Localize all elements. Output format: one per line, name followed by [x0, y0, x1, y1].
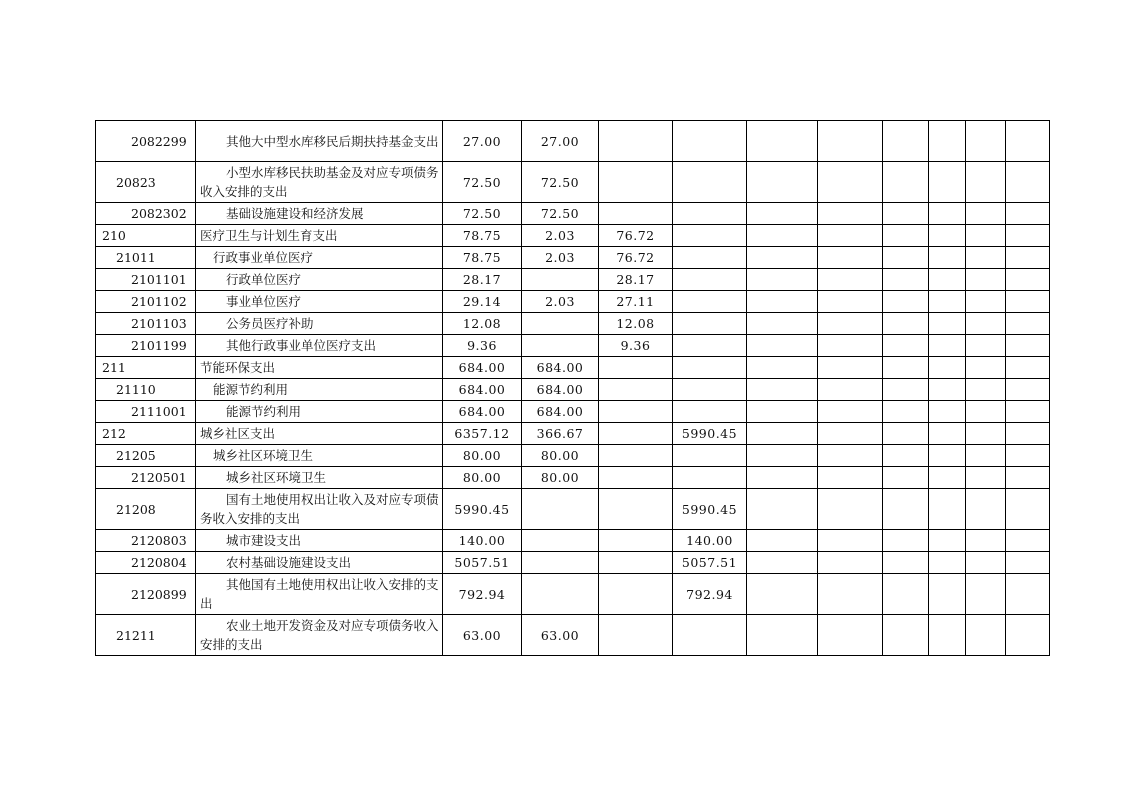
amount-cell — [1006, 121, 1050, 162]
amount-cell: 6357.12 — [443, 423, 522, 445]
amount-cell — [818, 335, 883, 357]
amount-cell — [1006, 530, 1050, 552]
amount-cell — [929, 162, 966, 203]
amount-cell — [599, 401, 673, 423]
amount-cell — [966, 121, 1006, 162]
amount-cell — [818, 615, 883, 656]
subject-code-cell: 21211 — [96, 615, 196, 656]
subject-code-cell: 212 — [96, 423, 196, 445]
amount-cell — [673, 162, 747, 203]
amount-cell: 2.03 — [522, 291, 599, 313]
amount-cell — [883, 121, 929, 162]
amount-cell: 366.67 — [522, 423, 599, 445]
amount-cell — [1006, 574, 1050, 615]
amount-cell: 5990.45 — [673, 423, 747, 445]
amount-cell — [929, 269, 966, 291]
amount-cell — [1006, 335, 1050, 357]
amount-cell — [966, 445, 1006, 467]
amount-cell — [747, 291, 818, 313]
amount-cell — [599, 615, 673, 656]
table-row — [96, 121, 1050, 162]
amount-cell — [599, 552, 673, 574]
amount-cell — [747, 247, 818, 269]
subject-code-cell: 210 — [96, 225, 196, 247]
amount-cell: 2.03 — [522, 247, 599, 269]
amount-cell: 5057.51 — [673, 552, 747, 574]
amount-cell: 76.72 — [599, 225, 673, 247]
subject-code-cell: 2120803 — [96, 530, 196, 552]
amount-cell — [929, 423, 966, 445]
amount-cell — [1006, 552, 1050, 574]
amount-cell: 12.08 — [443, 313, 522, 335]
subject-code-cell: 2101103 — [96, 313, 196, 335]
amount-cell: 80.00 — [522, 467, 599, 489]
amount-cell — [818, 530, 883, 552]
amount-cell — [747, 467, 818, 489]
table-row — [96, 423, 1050, 445]
amount-cell: 72.50 — [443, 162, 522, 203]
amount-cell — [673, 291, 747, 313]
amount-cell — [673, 467, 747, 489]
amount-cell — [929, 552, 966, 574]
amount-cell: 5057.51 — [443, 552, 522, 574]
amount-cell — [883, 162, 929, 203]
amount-cell — [883, 552, 929, 574]
amount-cell — [1006, 357, 1050, 379]
amount-cell — [929, 247, 966, 269]
amount-cell — [673, 203, 747, 225]
subject-name-cell: 城乡社区环境卫生 — [196, 445, 443, 467]
amount-cell — [883, 423, 929, 445]
subject-name-cell: 其他行政事业单位医疗支出 — [196, 335, 443, 357]
amount-cell: 27.11 — [599, 291, 673, 313]
amount-cell — [522, 335, 599, 357]
amount-cell — [966, 615, 1006, 656]
table-body — [96, 121, 1050, 656]
amount-cell — [966, 247, 1006, 269]
subject-code-cell: 21011 — [96, 247, 196, 269]
amount-cell — [883, 247, 929, 269]
amount-cell: 76.72 — [599, 247, 673, 269]
subject-name-cell: 能源节约利用 — [196, 379, 443, 401]
amount-cell — [929, 291, 966, 313]
subject-code-cell: 2082302 — [96, 203, 196, 225]
subject-name-cell: 国有土地使用权出让收入及对应专项债务收入安排的支出 — [196, 489, 443, 530]
amount-cell: 140.00 — [673, 530, 747, 552]
amount-cell — [818, 357, 883, 379]
subject-name-cell: 基础设施建设和经济发展 — [196, 203, 443, 225]
subject-name-cell: 事业单位医疗 — [196, 291, 443, 313]
table-row — [96, 615, 1050, 656]
amount-cell — [599, 357, 673, 379]
amount-cell — [1006, 291, 1050, 313]
amount-cell — [1006, 162, 1050, 203]
amount-cell — [883, 530, 929, 552]
table-row — [96, 162, 1050, 203]
amount-cell — [966, 552, 1006, 574]
amount-cell: 792.94 — [673, 574, 747, 615]
subject-name-cell: 其他大中型水库移民后期扶持基金支出 — [196, 121, 443, 162]
amount-cell — [966, 423, 1006, 445]
amount-cell — [966, 401, 1006, 423]
amount-cell — [818, 489, 883, 530]
amount-cell — [883, 291, 929, 313]
amount-cell — [929, 401, 966, 423]
amount-cell: 72.50 — [522, 162, 599, 203]
subject-name-cell: 小型水库移民扶助基金及对应专项债务收入安排的支出 — [196, 162, 443, 203]
amount-cell: 63.00 — [443, 615, 522, 656]
amount-cell: 78.75 — [443, 247, 522, 269]
amount-cell: 78.75 — [443, 225, 522, 247]
amount-cell — [673, 313, 747, 335]
amount-cell: 63.00 — [522, 615, 599, 656]
amount-cell: 140.00 — [443, 530, 522, 552]
subject-name-cell: 行政单位医疗 — [196, 269, 443, 291]
amount-cell — [818, 552, 883, 574]
subject-code-cell: 211 — [96, 357, 196, 379]
amount-cell — [1006, 615, 1050, 656]
amount-cell: 684.00 — [443, 401, 522, 423]
subject-code-cell: 2082299 — [96, 121, 196, 162]
subject-name-cell: 农村基础设施建设支出 — [196, 552, 443, 574]
amount-cell — [673, 357, 747, 379]
amount-cell: 684.00 — [522, 357, 599, 379]
amount-cell — [966, 489, 1006, 530]
subject-name-cell: 城乡社区环境卫生 — [196, 467, 443, 489]
table-row — [96, 530, 1050, 552]
amount-cell — [883, 203, 929, 225]
amount-cell — [929, 357, 966, 379]
subject-name-cell: 其他国有土地使用权出让收入安排的支出 — [196, 574, 443, 615]
amount-cell — [929, 225, 966, 247]
table-row — [96, 467, 1050, 489]
amount-cell — [522, 574, 599, 615]
subject-code-cell: 2101102 — [96, 291, 196, 313]
table-row — [96, 269, 1050, 291]
amount-cell — [673, 269, 747, 291]
amount-cell — [747, 552, 818, 574]
amount-cell — [929, 574, 966, 615]
amount-cell — [1006, 247, 1050, 269]
amount-cell: 792.94 — [443, 574, 522, 615]
amount-cell — [883, 467, 929, 489]
amount-cell — [883, 615, 929, 656]
amount-cell — [929, 121, 966, 162]
amount-cell — [883, 335, 929, 357]
amount-cell — [1006, 489, 1050, 530]
amount-cell: 29.14 — [443, 291, 522, 313]
amount-cell — [929, 489, 966, 530]
amount-cell — [818, 313, 883, 335]
amount-cell: 80.00 — [522, 445, 599, 467]
amount-cell — [818, 269, 883, 291]
amount-cell — [883, 269, 929, 291]
table-row — [96, 203, 1050, 225]
amount-cell — [522, 269, 599, 291]
amount-cell — [747, 335, 818, 357]
amount-cell — [599, 574, 673, 615]
amount-cell — [966, 291, 1006, 313]
subject-name-cell: 能源节约利用 — [196, 401, 443, 423]
amount-cell — [599, 423, 673, 445]
amount-cell — [599, 121, 673, 162]
table-row — [96, 379, 1050, 401]
amount-cell: 80.00 — [443, 445, 522, 467]
amount-cell — [883, 379, 929, 401]
amount-cell — [599, 162, 673, 203]
table-row — [96, 552, 1050, 574]
amount-cell: 684.00 — [443, 357, 522, 379]
subject-code-cell: 21205 — [96, 445, 196, 467]
subject-code-cell: 2101199 — [96, 335, 196, 357]
amount-cell — [818, 121, 883, 162]
budget-expenditure-table — [95, 120, 1050, 656]
amount-cell — [966, 467, 1006, 489]
table-row — [96, 489, 1050, 530]
amount-cell — [1006, 313, 1050, 335]
amount-cell — [818, 379, 883, 401]
amount-cell: 684.00 — [522, 401, 599, 423]
amount-cell — [883, 574, 929, 615]
amount-cell — [747, 574, 818, 615]
amount-cell — [599, 379, 673, 401]
amount-cell — [929, 335, 966, 357]
amount-cell: 72.50 — [522, 203, 599, 225]
subject-name-cell: 公务员医疗补助 — [196, 313, 443, 335]
amount-cell — [818, 401, 883, 423]
amount-cell — [747, 162, 818, 203]
amount-cell — [966, 574, 1006, 615]
amount-cell — [599, 445, 673, 467]
amount-cell — [747, 313, 818, 335]
table-row — [96, 401, 1050, 423]
subject-name-cell: 农业土地开发资金及对应专项债务收入安排的支出 — [196, 615, 443, 656]
amount-cell — [818, 423, 883, 445]
amount-cell — [1006, 269, 1050, 291]
amount-cell — [818, 203, 883, 225]
amount-cell: 80.00 — [443, 467, 522, 489]
amount-cell — [673, 335, 747, 357]
amount-cell — [522, 552, 599, 574]
amount-cell: 72.50 — [443, 203, 522, 225]
amount-cell — [673, 121, 747, 162]
subject-name-cell: 城乡社区支出 — [196, 423, 443, 445]
amount-cell — [929, 203, 966, 225]
amount-cell — [929, 445, 966, 467]
amount-cell — [883, 225, 929, 247]
amount-cell — [747, 357, 818, 379]
amount-cell — [883, 313, 929, 335]
table-row — [96, 445, 1050, 467]
amount-cell — [747, 379, 818, 401]
amount-cell — [1006, 445, 1050, 467]
amount-cell — [929, 530, 966, 552]
amount-cell — [818, 225, 883, 247]
subject-code-cell: 21110 — [96, 379, 196, 401]
amount-cell: 2.03 — [522, 225, 599, 247]
amount-cell — [673, 247, 747, 269]
amount-cell — [966, 313, 1006, 335]
amount-cell — [966, 269, 1006, 291]
subject-code-cell: 20823 — [96, 162, 196, 203]
amount-cell — [673, 445, 747, 467]
subject-name-cell: 医疗卫生与计划生育支出 — [196, 225, 443, 247]
amount-cell — [747, 423, 818, 445]
amount-cell — [818, 162, 883, 203]
amount-cell — [747, 269, 818, 291]
amount-cell — [1006, 467, 1050, 489]
amount-cell: 28.17 — [599, 269, 673, 291]
table-row — [96, 291, 1050, 313]
subject-name-cell: 行政事业单位医疗 — [196, 247, 443, 269]
amount-cell — [747, 121, 818, 162]
amount-cell — [883, 357, 929, 379]
amount-cell — [747, 445, 818, 467]
amount-cell: 9.36 — [599, 335, 673, 357]
amount-cell — [966, 335, 1006, 357]
amount-cell: 27.00 — [522, 121, 599, 162]
amount-cell — [966, 203, 1006, 225]
amount-cell — [818, 445, 883, 467]
amount-cell: 5990.45 — [673, 489, 747, 530]
amount-cell — [1006, 203, 1050, 225]
amount-cell — [929, 467, 966, 489]
amount-cell — [929, 313, 966, 335]
amount-cell — [1006, 423, 1050, 445]
amount-cell — [929, 615, 966, 656]
amount-cell — [1006, 225, 1050, 247]
table-row — [96, 335, 1050, 357]
amount-cell — [673, 615, 747, 656]
amount-cell: 684.00 — [443, 379, 522, 401]
amount-cell — [966, 162, 1006, 203]
amount-cell: 12.08 — [599, 313, 673, 335]
amount-cell — [599, 489, 673, 530]
table-row — [96, 247, 1050, 269]
amount-cell: 28.17 — [443, 269, 522, 291]
table-row — [96, 574, 1050, 615]
subject-code-cell: 2111001 — [96, 401, 196, 423]
amount-cell — [522, 313, 599, 335]
amount-cell: 9.36 — [443, 335, 522, 357]
amount-cell — [929, 379, 966, 401]
table-row — [96, 357, 1050, 379]
amount-cell — [966, 379, 1006, 401]
amount-cell — [747, 401, 818, 423]
amount-cell — [599, 203, 673, 225]
amount-cell — [747, 489, 818, 530]
amount-cell — [747, 225, 818, 247]
amount-cell — [673, 225, 747, 247]
subject-code-cell: 2120899 — [96, 574, 196, 615]
table-row — [96, 313, 1050, 335]
amount-cell — [599, 530, 673, 552]
table-row — [96, 225, 1050, 247]
amount-cell — [747, 615, 818, 656]
subject-name-cell: 城市建设支出 — [196, 530, 443, 552]
amount-cell — [818, 467, 883, 489]
subject-code-cell: 21208 — [96, 489, 196, 530]
amount-cell — [818, 574, 883, 615]
subject-code-cell: 2101101 — [96, 269, 196, 291]
amount-cell — [673, 379, 747, 401]
subject-code-cell: 2120501 — [96, 467, 196, 489]
amount-cell — [747, 203, 818, 225]
amount-cell — [883, 401, 929, 423]
amount-cell: 684.00 — [522, 379, 599, 401]
amount-cell — [1006, 379, 1050, 401]
amount-cell — [966, 225, 1006, 247]
subject-name-cell: 节能环保支出 — [196, 357, 443, 379]
amount-cell — [522, 489, 599, 530]
amount-cell: 27.00 — [443, 121, 522, 162]
subject-code-cell: 2120804 — [96, 552, 196, 574]
amount-cell — [599, 467, 673, 489]
amount-cell — [818, 291, 883, 313]
amount-cell — [883, 489, 929, 530]
amount-cell — [1006, 401, 1050, 423]
amount-cell — [747, 530, 818, 552]
amount-cell — [673, 401, 747, 423]
amount-cell — [818, 247, 883, 269]
amount-cell — [883, 445, 929, 467]
amount-cell — [966, 357, 1006, 379]
amount-cell — [966, 530, 1006, 552]
amount-cell: 5990.45 — [443, 489, 522, 530]
amount-cell — [522, 530, 599, 552]
